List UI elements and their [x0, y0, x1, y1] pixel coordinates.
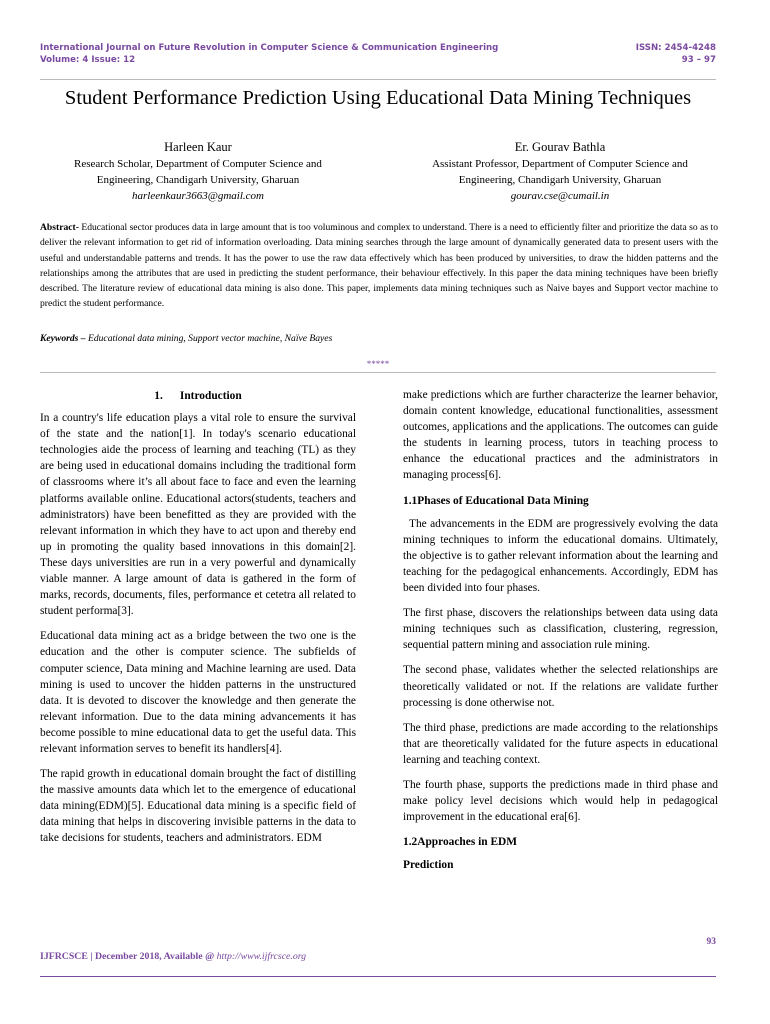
body-paragraph: The second phase, validates whether the selected relationships are theoretically validated or not. If the relations are validate further processing is done otherwise not. [403, 664, 718, 709]
subsubsection-heading-prediction: Prediction [403, 859, 454, 872]
journal-issn: ISSN: 2454-4248 [635, 43, 716, 53]
left-column [40, 387, 356, 856]
keywords-label: Keywords – [40, 333, 86, 344]
subsection-heading-approaches: 1.2Approaches in EDM [403, 836, 518, 849]
body-paragraph: The advancements in the EDM are progressively evolving the data mining techniques to inform the educational domains. Ultimately, the objective is to gather relevant information about the learning and teaching for the pedagogical enhancements. Accordingly, EDM has been divided into four phases. [403, 517, 718, 595]
author-email: gourav.cse@cumail.in [510, 190, 610, 202]
paper-title: Student Performance Prediction Using Educational Data Mining Techniques [64, 87, 692, 109]
author-affiliation: Engineering, Chandigarh University, Gharuan [96, 174, 300, 186]
author-name: Harleen Kaur [164, 140, 232, 154]
page-number: 93 [706, 937, 716, 947]
journal-volume: Volume: 4 Issue: 12 [40, 54, 136, 65]
author-affiliation: Research Scholar, Department of Computer Science and [74, 158, 322, 170]
journal-name: International Journal on Future Revolution in Computer Science & Communication Engineering [40, 43, 499, 53]
abstract-label: Abstract- [40, 222, 79, 233]
abstract-text: Educational sector produces data in large amount that is too voluminous and complex to understand. There is a need to efficiently filter and prioritize the data so as to deliver the relevant information to get rid of information overloading. Data mining searches through the large amount of dynamically generated data to present users with the useful and understandable patterns and trends. It has the power to use the raw data effectively which has been produced by universities, to draw the hidden patterns and the relationships among the attributes that are used in predicting the student performance, their behaviour effectively. In this paper the data mining techniques have been briefly described. The literature review of educational data mining is also done. This paper, implements data mining techniques such as Naive bayes and Support vector machine to predict the student performance. [40, 222, 718, 310]
page-range: 93 – 97 [681, 54, 716, 65]
right-column [403, 387, 718, 880]
running-header-right [636, 43, 716, 66]
body-paragraph: The first phase, discovers the relationships between data using data mining techniques such as classification, clustering, regression, sequential pattern mining and association rule mining. [403, 607, 718, 652]
keywords [40, 333, 332, 344]
footer-citation [40, 951, 306, 962]
footer-text: IJFRCSCE | December 2018, Available @ [40, 951, 217, 962]
author-block-1 [38, 139, 358, 204]
author-affiliation: Assistant Professor, Department of Computer Science and [432, 158, 688, 170]
footer-divider [40, 976, 716, 977]
body-paragraph: Educational data mining act as a bridge between the two one is the education and the other is computer science. The subfields of computer science, Data mining and Machine learning are used. Data mining is used to uncover the hidden patterns in the unstructured data. It is devoted to discover the knowledge and then generate the relevant information. Due to the data mining advancements it has become possible to mine educational data to get the useful data. This relevant information serves to benefit its handlers[4]. [40, 630, 356, 755]
author-email: harleenkaur3663@gmail.com [131, 190, 265, 202]
author-name: Er. Gourav Bathla [514, 140, 606, 154]
body-paragraph: The third phase, predictions are made according to the relationships that are theoretically validated for the future aspects in educational learning and teaching context. [403, 721, 718, 766]
subsection-heading-phases: 1.1Phases of Educational Data Mining [403, 494, 589, 507]
section-heading-introduction: 1. Introduction [154, 390, 242, 402]
body-paragraph: In a country's life education plays a vital role to ensure the survival of the state and the nation[1]. In today's scenario educational technologies aide the process of learning and teaching (TL) as they are being used in educational domains including the traditional form of classrooms where it’s all about face to face and even the learning platforms available online. Educational actors(students, teachers and administrators) have been benefitted as they are provided with the relevant information in which they have to act upon and thereby end up in promoting the quality based innovations in this domain[2]. These days universities are run in a very powerful and dynamically viable manner. A large amount of data is gathered in the form of marks, records, documents, files, performance et cetetra all related to student performa[3]. [40, 412, 356, 618]
author-block-2 [400, 139, 720, 204]
abstract [40, 220, 718, 312]
author-affiliation: Engineering, Chandigarh University, Gharuan [458, 174, 662, 186]
body-paragraph: The rapid growth in educational domain brought the fact of distilling the massive amounts data which let to the emergence of educational data mining(EDM)[5]. Educational data mining is a specific field of data mining that helps in discovering invisible patterns in the data to take decisions for students, teachers and administrators. EDM [40, 768, 356, 845]
header-divider [40, 79, 716, 80]
keywords-text: Educational data mining, Support vector machine, Naïve Bayes [85, 333, 333, 344]
running-header-left [40, 43, 498, 66]
footer-url-link[interactable]: http://www.ijfrcsce.org [216, 951, 307, 962]
separator-rule [40, 372, 716, 373]
body-paragraph: make predictions which are further characterize the learner behavior, domain content knowledge, educational functionalities, assessment outcomes, applications and the applications. The outcomes can guide the students in learning process, tutors in teaching process to enhance the educational practices and the administrators in managing process[6]. [403, 389, 718, 482]
body-paragraph: The fourth phase, supports the predictions made in third phase and make policy level decisions which would help in pedagogical improvement in the educational era[6]. [403, 778, 718, 824]
section-separator: ***** [366, 359, 390, 369]
